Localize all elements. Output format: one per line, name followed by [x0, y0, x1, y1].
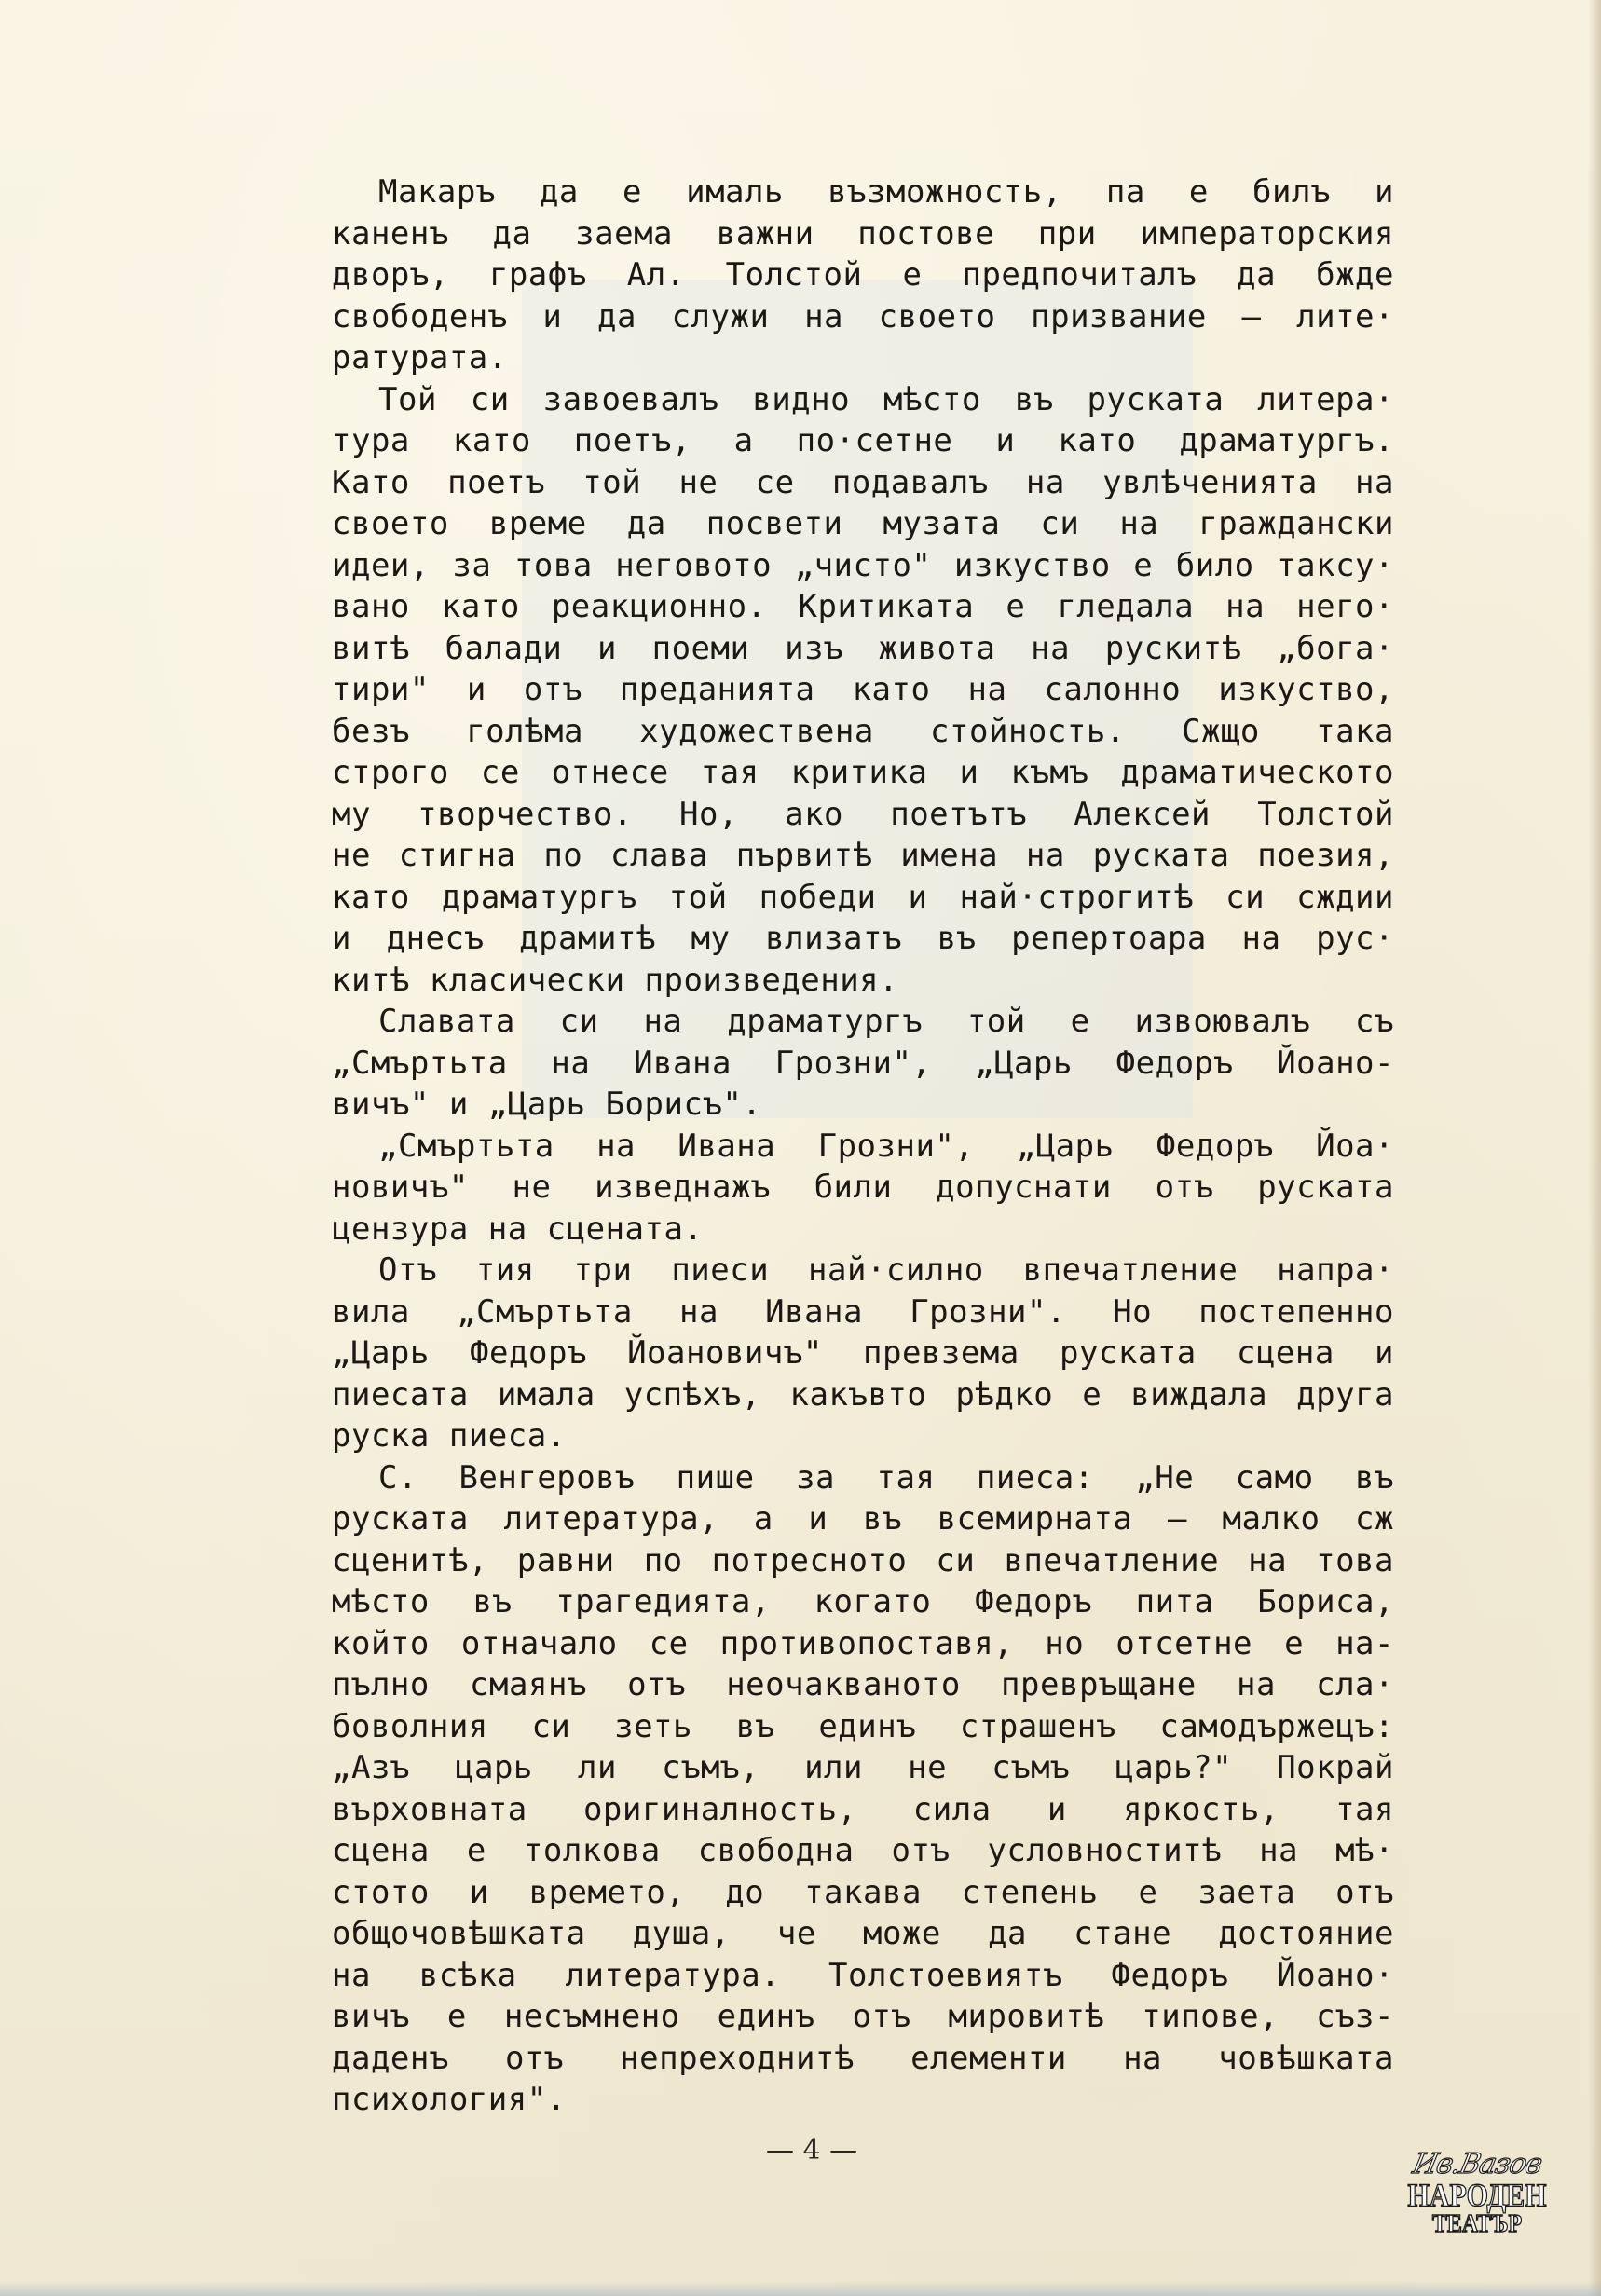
text-line: сцена е толкова свободна отъ условноститѣ на мѣ·: [332, 1832, 1394, 1869]
text-line: руска пиеса.: [332, 1417, 567, 1455]
text-line: сценитѣ, равни по потресното си впечатление на това: [332, 1541, 1394, 1579]
text-line: дворъ, графъ Ал. Толстой е предпочиталъ да бжде: [332, 256, 1394, 294]
text-line: вичъ" и „Царь Борисъ".: [332, 1086, 762, 1123]
text-line: психология".: [332, 2081, 567, 2118]
body-text: [332, 171, 1394, 2121]
text-line: Отъ тия три пиеси най·силно впечатление напра·: [378, 1251, 1394, 1289]
text-line: общочовѣшката душа, че може да стане достояние: [332, 1915, 1394, 1952]
page-number: — 4 —: [766, 2134, 858, 2166]
logo-text-line1: НАРОДЕН: [1407, 2178, 1547, 2214]
text-line: и днесъ драмитѣ му влизатъ въ репертоара на рус·: [332, 920, 1394, 957]
text-line: като драматургъ той победи и най·строгитѣ си сждии: [332, 878, 1394, 916]
text-line: Като поетъ той не се подавалъ на увлѣченията на: [332, 463, 1394, 501]
text-line: ратурата.: [332, 339, 508, 376]
text-line: мѣсто въ трагедията, когато Федоръ пита Бориса,: [332, 1583, 1394, 1620]
national-theatre-logo: [1398, 2148, 1556, 2250]
text-line: безъ голѣма художествена стойность. Сжщо така: [332, 712, 1394, 750]
text-line: идеи, за това неговото „чисто" изкуство е било таксу·: [332, 546, 1394, 584]
text-line: цензура на сцената.: [332, 1210, 704, 1248]
text-line: боволния си зеть въ единъ страшенъ самодържецъ:: [332, 1707, 1394, 1745]
text-line: новичъ" не изведнажъ били допуснати отъ руската: [332, 1168, 1394, 1206]
text-line: Славата си на драматургъ той е извоювалъ съ: [378, 1003, 1394, 1040]
text-line: „Смъртьта на Ивана Грозни", „Царь Федоръ Йоа·: [378, 1127, 1394, 1165]
text-line: вила „Смъртьта на Ивана Грозни". Но постепенно: [332, 1292, 1394, 1331]
text-line: пълно смаянъ отъ неочакваното превръщане на сла·: [332, 1666, 1394, 1703]
text-line: даденъ отъ непреходнитѣ елементи на човѣшката: [332, 2039, 1394, 2077]
text-line: стото и времето, до такава степень е заета отъ: [332, 1873, 1394, 1911]
text-line: пиесата имала успѣхъ, какъвто рѣдко е виждала друга: [332, 1375, 1394, 1414]
page-edge-bottom: [0, 2281, 1601, 2296]
text-line: „Царь Федоръ Йоановичъ" превзема руската сцена и: [332, 1334, 1394, 1372]
text-line: каненъ да заема важни постове при императорския: [332, 214, 1394, 253]
text-line: С. Венгеровъ пише за тая пиеса: „Не само въ: [378, 1458, 1394, 1496]
logo-text-line2: ТЕАТЪР: [1431, 2210, 1523, 2238]
text-line: вичъ е несъмнено единъ отъ мировитѣ типове, съз-: [332, 1998, 1394, 2035]
text-line: своето време да посвети музата си на граждански: [332, 505, 1394, 542]
text-line: „Азъ царь ли съмъ, или не съмъ царь?" Покрай: [332, 1749, 1394, 1786]
text-line: китѣ класически произведения.: [332, 961, 899, 999]
text-line: строго се отнесе тая критика и къмъ драматическото: [332, 754, 1394, 791]
logo-signature: Ив.Вазов: [1409, 2148, 1545, 2180]
text-line: руската литература, а и въ всемирната — малко сж: [332, 1500, 1394, 1538]
text-line: „Смъртьта на Ивана Грозни", „Царь Федоръ Йоано-: [332, 1044, 1394, 1082]
page-edge-right: [1588, 0, 1601, 2296]
text-line: свободенъ и да служи на своето призвание — лите·: [332, 297, 1394, 335]
text-line: тура като поетъ, а по·сетне и като драматургъ.: [332, 422, 1394, 459]
text-line: който отначало се противопоставя, но отсетне е на-: [332, 1624, 1394, 1662]
text-line: на всѣка литература. Толстоевиятъ Федоръ Йоано·: [332, 1956, 1394, 1994]
text-line: вано като реакционно. Критиката е гледала на него·: [332, 588, 1394, 625]
text-line: Макаръ да е ималь възможность, па е билъ и: [378, 173, 1394, 211]
text-line: върховната оригиналность, сила и яркость, тая: [332, 1790, 1394, 1828]
text-line: витѣ балади и поеми изъ живота на рускитѣ „бога·: [332, 629, 1394, 667]
text-line: не стигна по слава първитѣ имена на руската поезия,: [332, 837, 1394, 874]
text-line: му творчество. Но, ако поетътъ Алексей Толстой: [332, 795, 1394, 833]
text-line: тири" и отъ преданията като на салонно изкуство,: [332, 671, 1394, 708]
text-line: Той си завоевалъ видно мѣсто въ руската литера·: [378, 380, 1394, 418]
